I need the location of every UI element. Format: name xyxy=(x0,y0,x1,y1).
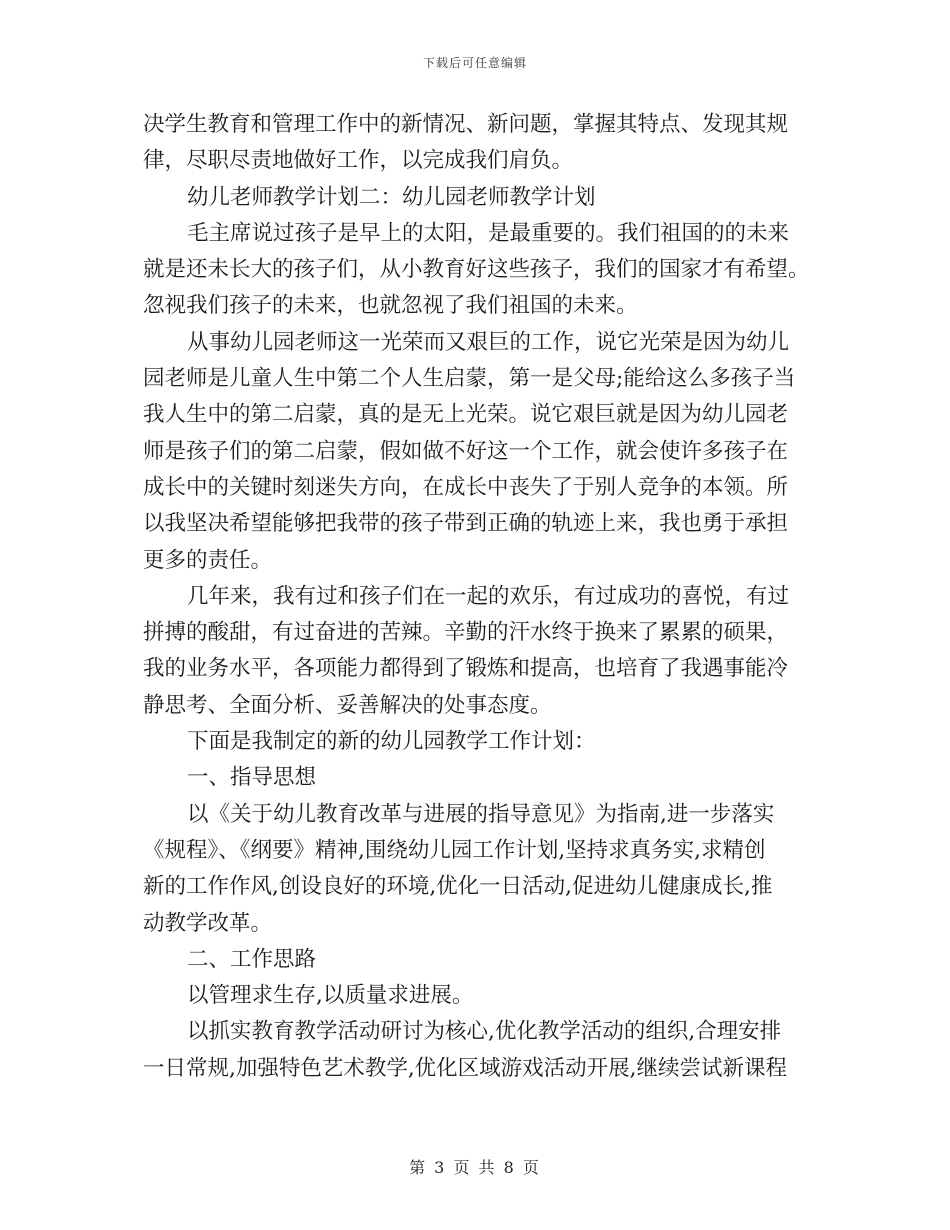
text-line: 下面是我制定的新的幼儿园教学工作计划： xyxy=(187,729,596,755)
text-line: 一日常规,加强特色艺术教学,优化区域游戏活动开展,继续尝试新课程 xyxy=(143,1055,788,1081)
text-line: 二、工作思路 xyxy=(187,946,317,972)
text-line: 就是还未长大的孩子们，从小教育好这些孩子，我们的国家才有希望。 xyxy=(143,257,810,283)
text-line: 拼搏的酸甜，有过奋进的苦辣。辛勤的汗水终于换来了累累的硕果， xyxy=(143,620,789,646)
text-line: 新的工作作风,创设良好的环境,优化一日活动,促进幼儿健康成长,推 xyxy=(143,874,773,900)
text-line: 师是孩子们的第二启蒙，假如做不好这一个工作，就会使许多孩子在 xyxy=(143,438,789,464)
text-line: 《规程》、《纲要》精神,围绕幼儿园工作计划,坚持求真务实,求精创 xyxy=(143,837,766,863)
page-header: 下载后可任意编辑 xyxy=(422,56,527,70)
text-line: 从事幼儿园老师这一光荣而又艰巨的工作，说它光荣是因为幼儿 xyxy=(187,329,790,355)
text-line: 我的业务水平，各项能力都得到了锻炼和提高，也培育了我遇事能冷 xyxy=(143,656,789,682)
text-line: 静思考、全面分析、妥善解决的处事态度。 xyxy=(143,692,552,718)
text-line: 我人生中的第二启蒙，真的是无上光荣。说它艰巨就是因为幼儿园老 xyxy=(143,402,789,428)
page-footer: 第 3 页 共 8 页 xyxy=(409,1158,541,1177)
text-line: 以我坚决希望能够把我带的孩子带到正确的轨迹上来，我也勇于承担 xyxy=(143,511,789,537)
text-line: 律，尽职尽责地做好工作，以完成我们肩负。 xyxy=(143,148,574,174)
text-line: 决学生教育和管理工作中的新情况、新问题，掌握其特点、发现其规 xyxy=(143,112,789,137)
text-line: 忽视我们孩子的未来，也就忽视了我们祖国的未来。 xyxy=(143,293,638,319)
text-line: 毛主席说过孩子是早上的太阳，是最重要的。我们祖国的的未来 xyxy=(187,220,790,246)
text-line: 一、指导思想 xyxy=(187,765,317,791)
text-line: 成长中的关键时刻迷失方向，在成长中丧失了于别人竞争的本领。所 xyxy=(143,474,789,500)
text-line: 动教学改革。 xyxy=(143,910,273,936)
text-line: 以《关于幼儿教育改革与进展的指导意见》为指南,进一步落实 xyxy=(187,801,775,827)
text-line: 幼儿老师教学计划二：幼儿园老师教学计划 xyxy=(187,184,596,210)
text-line: 园老师是儿童人生中第二个人生启蒙，第一是父母;能给这么多孩子当 xyxy=(143,366,796,392)
text-line: 几年来，我有过和孩子们在一起的欢乐，有过成功的喜悦，有过 xyxy=(187,583,790,609)
text-line: 更多的责任。 xyxy=(143,547,273,573)
document-body xyxy=(143,107,810,1087)
text-line: 以管理求生存,以质量求进展。 xyxy=(187,983,474,1009)
text-line: 以抓实教育教学活动研讨为核心,优化教学活动的组织,合理安排 xyxy=(187,1019,782,1045)
